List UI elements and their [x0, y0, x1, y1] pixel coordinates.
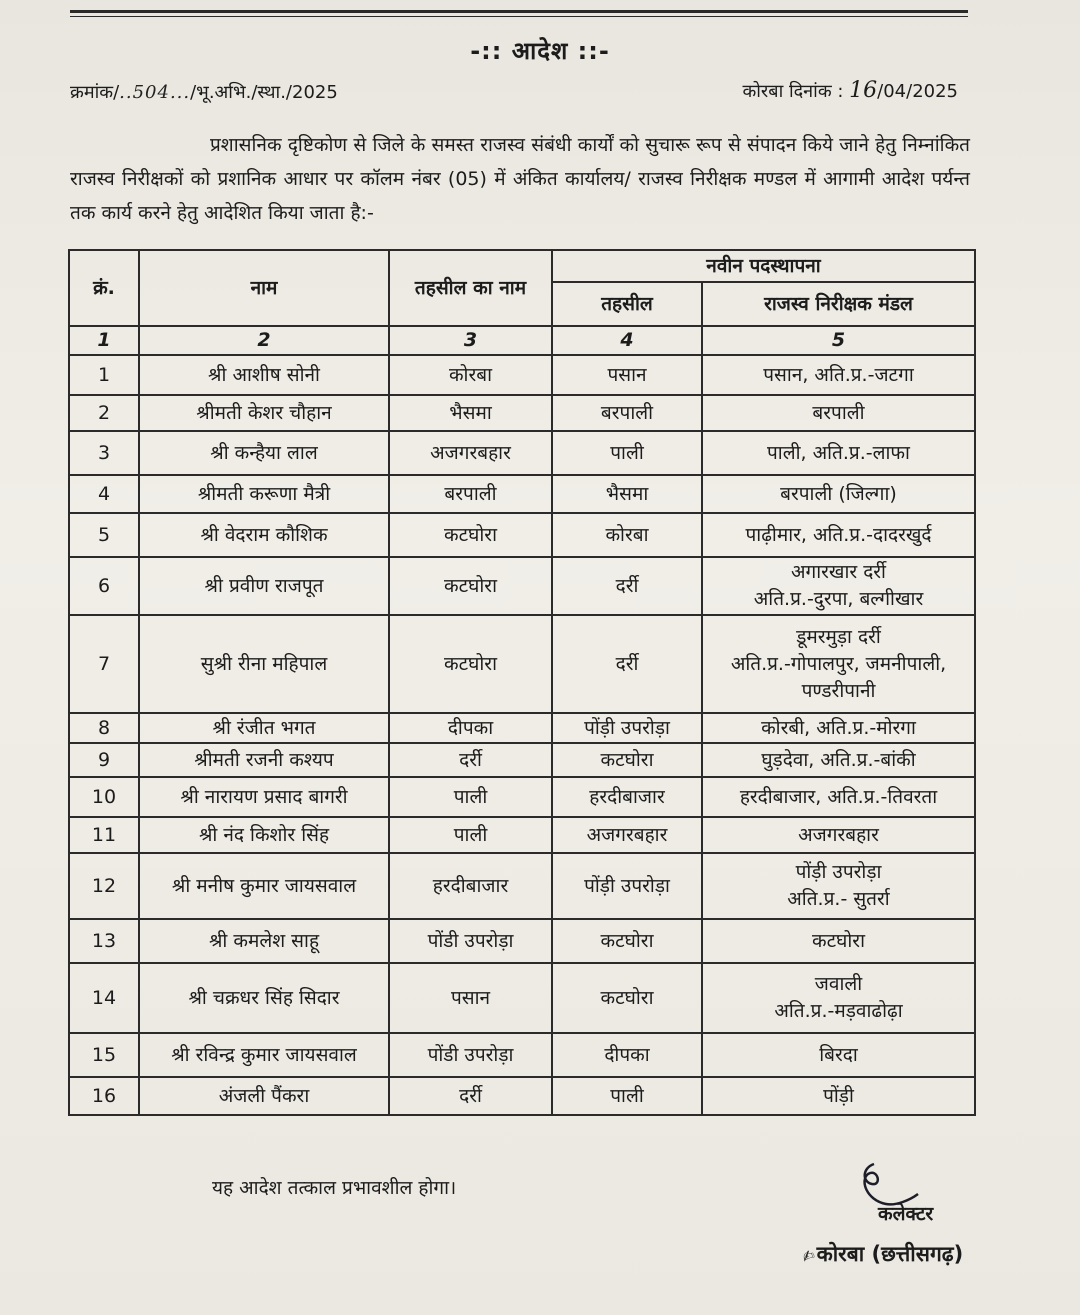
- date-rest: /04/2025: [877, 81, 958, 102]
- table-row: [69, 475, 975, 513]
- cell-tehsil: दर्री: [389, 1077, 552, 1115]
- cell-serial: 7: [69, 615, 139, 713]
- table-row: [69, 853, 975, 919]
- header-rule-thin: [70, 16, 968, 17]
- cell-tehsil: हरदीबाजार: [389, 853, 552, 919]
- cell-circle: [702, 615, 975, 713]
- cell-circle: [702, 853, 975, 919]
- circle-line: अति.प्र.-दुरपा, बल्गीखार: [753, 588, 924, 610]
- cell-circle: [702, 817, 975, 853]
- cell-tehsil: अजगरबहार: [389, 431, 552, 475]
- cell-new-tehsil: कटघोरा: [552, 963, 702, 1033]
- cell-name: सुश्री रीना महिपाल: [139, 615, 389, 713]
- circle-line: अगारखार दर्री: [791, 561, 886, 583]
- cell-new-tehsil: पोंड़ी उपरोड़ा: [552, 853, 702, 919]
- column-number: 3: [389, 326, 552, 355]
- cell-name: श्री वेदराम कौशिक: [139, 513, 389, 557]
- header-tehsil: तहसील का नाम: [389, 250, 552, 326]
- cell-serial: 16: [69, 1077, 139, 1115]
- table-row: [69, 557, 975, 615]
- circle-line: अति.प्र.- सुतर्रा: [787, 888, 890, 910]
- cell-circle: [702, 1077, 975, 1115]
- cell-name: श्री मनीष कुमार जायसवाल: [139, 853, 389, 919]
- cell-new-tehsil: अजगरबहार: [552, 817, 702, 853]
- cell-circle: [702, 395, 975, 431]
- cell-serial: 12: [69, 853, 139, 919]
- cell-serial: 4: [69, 475, 139, 513]
- cell-new-tehsil: दर्री: [552, 557, 702, 615]
- cell-serial: 2: [69, 395, 139, 431]
- cell-circle: [702, 919, 975, 963]
- table-row: [69, 743, 975, 777]
- cell-circle: [702, 475, 975, 513]
- circle-line: पाली, अति.प्र.-लाफा: [767, 441, 910, 464]
- cell-tehsil: कोरबा: [389, 355, 552, 395]
- table-row: [69, 1077, 975, 1115]
- cell-name: श्री नंद किशोर सिंह: [139, 817, 389, 853]
- table-row: [69, 395, 975, 431]
- cell-new-tehsil: कटघोरा: [552, 743, 702, 777]
- column-number: 4: [552, 326, 702, 355]
- table-row: [69, 1033, 975, 1077]
- cell-tehsil: कटघोरा: [389, 557, 552, 615]
- table-row: [69, 963, 975, 1033]
- circle-line: पसान, अति.प्र.-जटगा: [763, 363, 914, 386]
- circle-line: हरदीबाजार, अति.प्र.-तिवरता: [739, 785, 938, 808]
- header-serial: क्रं.: [69, 250, 139, 326]
- cell-serial: 6: [69, 557, 139, 615]
- cell-circle: [702, 355, 975, 395]
- cell-name: श्री रविन्द्र कुमार जायसवाल: [139, 1033, 389, 1077]
- cell-circle: [702, 777, 975, 817]
- circle-line: पोंड़ी उपरोड़ा: [795, 861, 882, 883]
- cell-circle: [702, 513, 975, 557]
- cell-name: श्री रंजीत भगत: [139, 713, 389, 743]
- cell-serial: 8: [69, 713, 139, 743]
- order-date: [742, 78, 958, 103]
- cell-new-tehsil: कटघोरा: [552, 919, 702, 963]
- circle-line: बरपाली (जिल्गा): [780, 482, 897, 505]
- cell-new-tehsil: पाली: [552, 1077, 702, 1115]
- circle-line: पोंड़ी: [823, 1084, 854, 1107]
- table-row: [69, 713, 975, 743]
- order-title: -:: आदेश ::-: [470, 37, 610, 65]
- table-row: [69, 431, 975, 475]
- cell-tehsil: पोंडी उपरोड़ा: [389, 1033, 552, 1077]
- cell-name: श्री कमलेश साहू: [139, 919, 389, 963]
- cell-serial: 15: [69, 1033, 139, 1077]
- circle-line: अजगरबहार: [798, 823, 879, 846]
- header-new-tehsil: तहसील: [552, 282, 702, 326]
- cell-new-tehsil: हरदीबाजार: [552, 777, 702, 817]
- order-paragraph: प्रशासनिक दृष्टिकोण से जिले के समस्त राजस्व संबंधी कार्यों को सुचारू रूप से संपादन किये जाने हेतु निम्नांकित राजस्व निरीक्षकों को प्रशानिक आधार पर कॉलम नंबर (05) में अंकित कार्यालय/ राजस्व निरीक्षक मण्डल में आगामी आदेश पर्यन्त तक कार्य करने हेतु आदेशित किया जाता है:-: [70, 134, 970, 224]
- circle-line: बिरदा: [819, 1043, 858, 1066]
- table-row: [69, 615, 975, 713]
- date-day: 16: [849, 78, 878, 103]
- table-row: [69, 817, 975, 853]
- header-new-circle: राजस्व निरीक्षक मंडल: [702, 282, 975, 326]
- header-rule: [70, 10, 968, 13]
- cell-tehsil: कटघोरा: [389, 615, 552, 713]
- signatory-place: [799, 1240, 964, 1268]
- cell-circle: [702, 1033, 975, 1077]
- cell-name: श्रीमती करूणा मैत्री: [139, 475, 389, 513]
- posting-table: [68, 249, 976, 1116]
- cell-serial: 1: [69, 355, 139, 395]
- column-number: 5: [702, 326, 975, 355]
- cell-serial: 14: [69, 963, 139, 1033]
- cell-tehsil: दीपका: [389, 713, 552, 743]
- cell-circle: [702, 743, 975, 777]
- cell-serial: 13: [69, 919, 139, 963]
- ref-suffix: /भू.अभि./स्था./2025: [190, 82, 338, 103]
- cell-new-tehsil: दीपका: [552, 1033, 702, 1077]
- cell-name: श्रीमती केशर चौहान: [139, 395, 389, 431]
- cell-serial: 9: [69, 743, 139, 777]
- cell-new-tehsil: पोंड़ी उपरोड़ा: [552, 713, 702, 743]
- table-row: [69, 777, 975, 817]
- table-row: [69, 513, 975, 557]
- header-name: नाम: [139, 250, 389, 326]
- cell-serial: 10: [69, 777, 139, 817]
- circle-line: बरपाली: [812, 401, 865, 424]
- cell-new-tehsil: कोरबा: [552, 513, 702, 557]
- cell-name: श्री कन्हैया लाल: [139, 431, 389, 475]
- cell-circle: [702, 963, 975, 1033]
- column-number: 1: [69, 326, 139, 355]
- cell-tehsil: पाली: [389, 817, 552, 853]
- cell-new-tehsil: पसान: [552, 355, 702, 395]
- cell-name: श्री नारायण प्रसाद बागरी: [139, 777, 389, 817]
- cell-new-tehsil: बरपाली: [552, 395, 702, 431]
- circle-line: घुड़देवा, अति.प्र.-बांकी: [761, 748, 916, 771]
- order-reference: [70, 80, 338, 104]
- cell-tehsil: पसान: [389, 963, 552, 1033]
- circle-line: डूमरमुड़ा दर्री: [796, 625, 881, 648]
- column-number-row: [69, 326, 975, 355]
- cell-new-tehsil: दर्री: [552, 615, 702, 713]
- cell-circle: [702, 557, 975, 615]
- cell-new-tehsil: भैसमा: [552, 475, 702, 513]
- cell-tehsil: बरपाली: [389, 475, 552, 513]
- circle-line: कटघोरा: [811, 929, 865, 952]
- ref-number: ..504...: [119, 82, 191, 103]
- table-body: [69, 355, 975, 1115]
- cell-tehsil: कटघोरा: [389, 513, 552, 557]
- column-number: 2: [139, 326, 389, 355]
- cell-tehsil: दर्री: [389, 743, 552, 777]
- cell-serial: 11: [69, 817, 139, 853]
- cell-circle: [702, 431, 975, 475]
- circle-line: कोरबी, अति.प्र.-मोरगा: [761, 716, 916, 739]
- cell-serial: 3: [69, 431, 139, 475]
- date-prefix: कोरबा दिनांक :: [742, 81, 850, 102]
- cell-tehsil: पोंडी उपरोड़ा: [389, 919, 552, 963]
- signatory-place-text: कोरबा (छत्तीसगढ़): [816, 1242, 964, 1266]
- cell-new-tehsil: पाली: [552, 431, 702, 475]
- cell-serial: 5: [69, 513, 139, 557]
- cell-tehsil: पाली: [389, 777, 552, 817]
- ref-prefix: क्रमांक/: [70, 82, 120, 103]
- cell-name: अंजली पैंकरा: [139, 1077, 389, 1115]
- cell-name: श्रीमती रजनी कश्यप: [139, 743, 389, 777]
- header-new-posting: नवीन पदस्थापना: [552, 250, 975, 282]
- cell-circle: [702, 713, 975, 743]
- cell-name: श्री आशीष सोनी: [139, 355, 389, 395]
- cell-tehsil: भैसमा: [389, 395, 552, 431]
- circle-line: जवाली: [814, 973, 863, 995]
- cell-name: श्री प्रवीण राजपूत: [139, 557, 389, 615]
- cell-name: श्री चक्रधर सिंह सिदार: [139, 963, 389, 1033]
- table-row: [69, 919, 975, 963]
- circle-line: पण्डरीपानी: [801, 679, 876, 702]
- circle-line: अति.प्र.-मड़वाढोढ़ा: [774, 1000, 903, 1022]
- table-row: [69, 355, 975, 395]
- effective-note: यह आदेश तत्काल प्रभावशील होगा।: [212, 1177, 457, 1199]
- circle-line: पाढ़ीमार, अति.प्र.-दादरखुर्द: [745, 523, 932, 546]
- circle-line: अति.प्र.-गोपालपुर, जमनीपाली,: [730, 652, 947, 675]
- signatory-title: कलेक्टर: [878, 1203, 934, 1225]
- pen-mark-icon: ✍: [799, 1245, 818, 1267]
